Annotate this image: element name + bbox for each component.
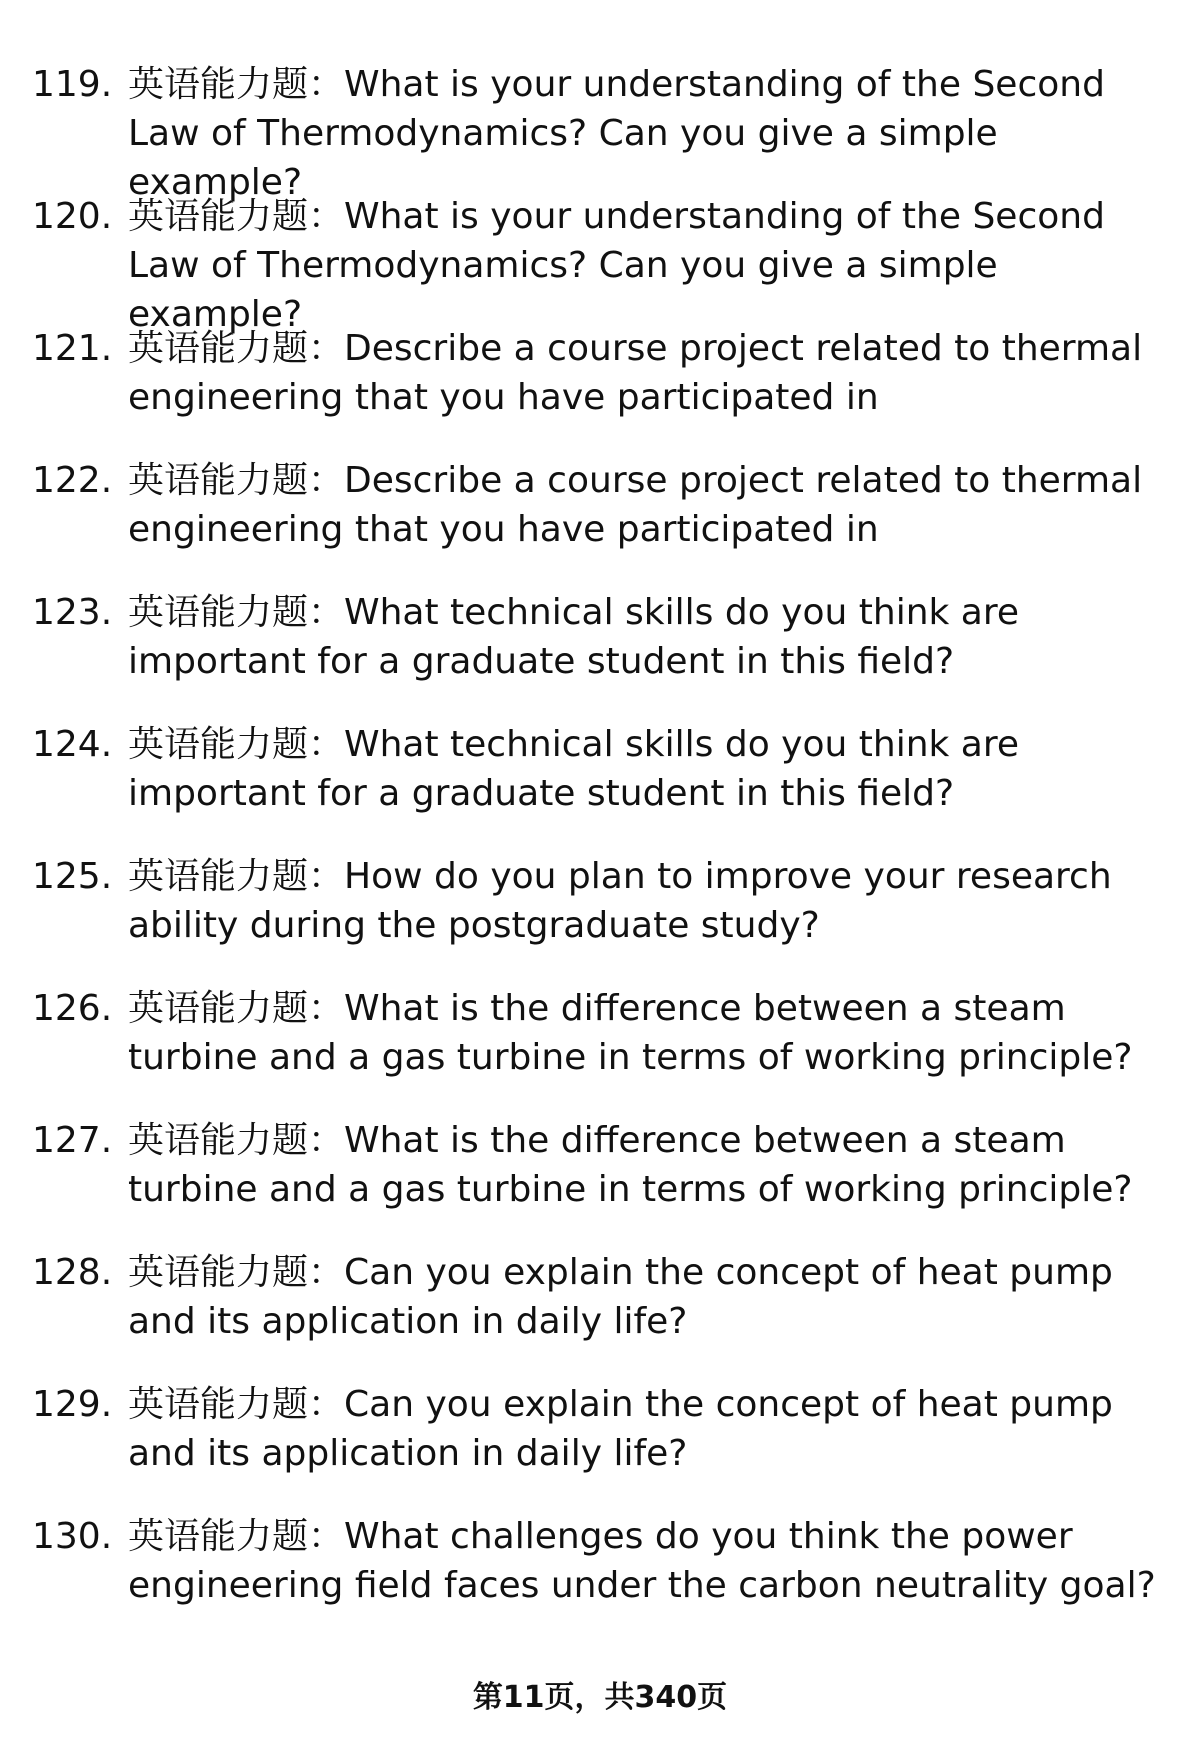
- question-item: [32, 1512, 1172, 1644]
- question-text: What is your understanding of the Second Law of Thermodynamics? Can you give a simple example?: [128, 64, 1105, 203]
- question-prefix: 英语能力题：: [128, 196, 345, 237]
- question-number: 122.: [32, 460, 113, 501]
- question-number: 119.: [32, 64, 113, 105]
- question-number: 125.: [32, 856, 113, 897]
- question-number: 124.: [32, 724, 113, 765]
- question-item: [32, 984, 1172, 1116]
- question-body: [128, 324, 1172, 422]
- question-text: Can you explain the concept of heat pump and its application in daily life?: [128, 1252, 1113, 1342]
- question-text: What is the difference between a steam turbine and a gas turbine in terms of working principle?: [128, 1120, 1133, 1210]
- question-prefix: 英语能力题：: [128, 1516, 345, 1557]
- question-number: 121.: [32, 328, 113, 369]
- question-number: 128.: [32, 1252, 113, 1293]
- question-body: [128, 720, 1172, 818]
- question-text: What technical skills do you think are important for a graduate student in this field?: [128, 592, 1020, 682]
- question-item: [32, 192, 1172, 335]
- question-body: [128, 1248, 1172, 1346]
- question-body: [128, 456, 1172, 554]
- question-text: What is the difference between a steam turbine and a gas turbine in terms of working principle?: [128, 988, 1133, 1078]
- question-text: What technical skills do you think are important for a graduate student in this field?: [128, 724, 1020, 814]
- question-item: [32, 720, 1172, 852]
- question-text: Describe a course project related to thermal engineering that you have participated in: [128, 328, 1143, 418]
- question-body: [128, 588, 1172, 686]
- question-number: 120.: [32, 196, 113, 237]
- question-text: What is your understanding of the Second Law of Thermodynamics? Can you give a simple example?: [128, 196, 1105, 335]
- question-body: [128, 1380, 1172, 1478]
- question-prefix: 英语能力题：: [128, 328, 345, 369]
- question-prefix: 英语能力题：: [128, 1252, 345, 1293]
- question-item: [32, 1248, 1172, 1380]
- question-prefix: 英语能力题：: [128, 1120, 345, 1161]
- question-number: 127.: [32, 1120, 113, 1161]
- question-body: [128, 192, 1172, 339]
- question-item: [32, 1116, 1172, 1248]
- question-item: [32, 60, 1172, 203]
- question-number: 129.: [32, 1384, 113, 1425]
- question-prefix: 英语能力题：: [128, 592, 345, 633]
- question-prefix: 英语能力题：: [128, 988, 345, 1029]
- question-text: What challenges do you think the power engineering field faces under the carbon neutrality goal?: [128, 1516, 1156, 1606]
- page-footer: 第11页，共340页: [472, 1680, 728, 1715]
- question-body: [128, 1512, 1172, 1610]
- question-prefix: 英语能力题：: [128, 856, 345, 897]
- question-prefix: 英语能力题：: [128, 724, 345, 765]
- question-text: Describe a course project related to thermal engineering that you have participated in: [128, 460, 1143, 550]
- question-text: How do you plan to improve your research ability during the postgraduate study?: [128, 856, 1112, 946]
- question-list: [32, 60, 1172, 1644]
- question-prefix: 英语能力题：: [128, 1384, 345, 1425]
- question-item: [32, 324, 1172, 456]
- question-body: [128, 60, 1172, 207]
- question-item: [32, 588, 1172, 720]
- question-body: [128, 984, 1172, 1082]
- question-item: [32, 1380, 1172, 1512]
- question-body: [128, 852, 1172, 950]
- question-prefix: 英语能力题：: [128, 64, 345, 105]
- question-item: [32, 456, 1172, 588]
- question-number: 130.: [32, 1516, 113, 1557]
- question-item: [32, 852, 1172, 984]
- question-text: Can you explain the concept of heat pump and its application in daily life?: [128, 1384, 1113, 1474]
- question-prefix: 英语能力题：: [128, 460, 345, 501]
- question-number: 126.: [32, 988, 113, 1029]
- question-number: 123.: [32, 592, 113, 633]
- question-body: [128, 1116, 1172, 1214]
